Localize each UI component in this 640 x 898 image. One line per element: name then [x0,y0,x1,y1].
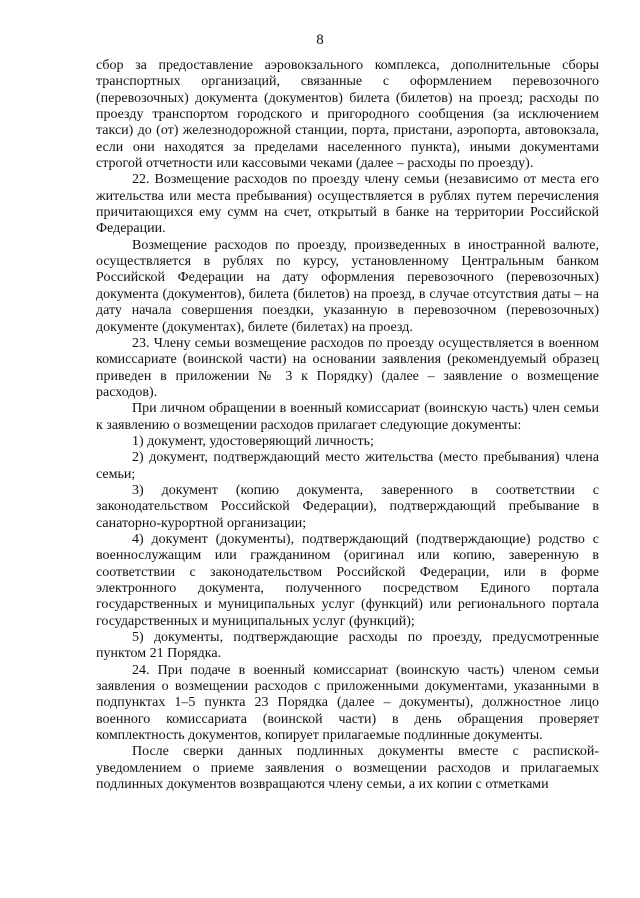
document-body [96,58,599,793]
paragraph-continuation: сбор за предоставление аэровокзального комплекса, дополнительные сборы транспортных организаций, связанные с оформлением перевозочного (перевозочных) документа (документов) билета (билетов) на проезд; расходы по проезду транспортом городского и пригородного сообщения (за исключением такси) до (от) железнодорожной станции, порта, пристани, аэропорта, автовокзала, если они находятся за пределами населенного пункта), иными документами строгой отчетности или кассовыми чеками (далее – расходы по проезду). [96,58,599,172]
list-item-2: 2) документ, подтверждающий место жительства (место пребывания) члена семьи; [96,450,599,482]
paragraph-after-verification: После сверки данных подлинных документы вместе с распиской-уведомлением о приеме заявления о возмещении расходов и прилагаемых подлинных документов возвращаются члену семьи, а их копии с отметками [96,744,599,793]
paragraph-22: 22. Возмещение расходов по проезду члену семьи (независимо от места его жительства или места пребывания) осуществляется в рублях путем перечисления причитающихся ему сумм на счет, открытый в банке на территории Российской Федерации. [96,172,599,237]
list-item-1: 1) документ, удостоверяющий личность; [132,433,374,449]
list-item-5: 5) документы, подтверждающие расходы по проезду, предусмотренные пунктом 21 Порядка. [96,630,599,662]
paragraph-personal-visit: При личном обращении в военный комиссариат (воинскую часть) член семьи к заявлению о возмещении расходов прилагает следующие документы: [96,401,599,433]
list-item-4: 4) документ (документы), подтверждающий (подтверждающие) родство с военнослужащим или гражданином (оригинал или копию, заверенную в соответствии с законодательством Российской Федерации, или в форме электронного документа, полученного посредством Единого портала государственных и муниципальных услуг (функций) или регионального портала государственных и муниципальных услуг (функций); [96,531,599,629]
paragraph-24: 24. При подаче в военный комиссариат (воинскую часть) членом семьи заявления о возмещении расходов с приложенными документами, указанными в подпунктах 1–5 пункта 23 Порядка (далее – документы), должностное лицо военного комиссариата (воинской части) в день обращения проверяет комплектность документов, копирует прилагаемые подлинные документы. [96,662,599,744]
paragraph-foreign-currency: Возмещение расходов по проезду, произведенных в иностранной валюте, осуществляется в рублях по курсу, установленному Центральным банком Российской Федерации на дату оформления перевозочного (перевозочных) документа (документов), билета (билетов) на проезд, в случае отсутствия даты – на дату начала совершения поездки, указанную в перевозочном (перевозочных) документе (документах), билете (билетах) на проезд. [96,237,599,335]
list-item-3: 3) документ (копию документа, заверенного в соответствии с законодательством Российской Федерации), подтверждающий пребывание в санаторно-курортной организации; [96,482,599,531]
page-number: 8 [316,32,324,48]
paragraph-23: 23. Члену семьи возмещение расходов по проезду осуществляется в военном комиссариате (воинской части) на основании заявления (рекомендуемый образец приведен в приложении № 3 к Порядку) (далее – заявление о возмещение расходов). [96,335,599,400]
